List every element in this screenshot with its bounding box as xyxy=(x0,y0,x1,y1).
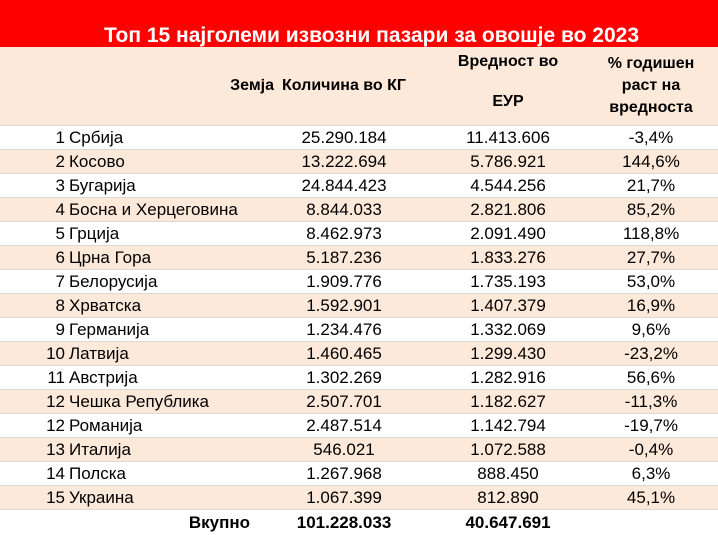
rank-cell: 11 xyxy=(0,366,69,390)
country-cell: Чешка Република xyxy=(69,390,256,414)
quantity-cell: 1.909.776 xyxy=(256,270,432,294)
growth-cell: 21,7% xyxy=(584,174,718,198)
rank-cell: 4 xyxy=(0,198,69,222)
quantity-cell: 2.487.514 xyxy=(256,414,432,438)
rank-cell: 15 xyxy=(0,486,69,510)
quantity-cell: 24.844.423 xyxy=(256,174,432,198)
quantity-cell: 1.067.399 xyxy=(256,486,432,510)
table-row xyxy=(0,222,718,246)
value-cell: 4.544.256 xyxy=(432,174,584,198)
quantity-cell: 1.460.465 xyxy=(256,342,432,366)
table-row xyxy=(0,318,718,342)
country-cell: Полска xyxy=(69,462,256,486)
total-row xyxy=(0,510,718,535)
header-growth-line1: % годишен xyxy=(608,55,695,72)
growth-cell: 9,6% xyxy=(584,318,718,342)
growth-cell: 144,6% xyxy=(584,150,718,174)
table-row xyxy=(0,462,718,486)
value-cell: 1.735.193 xyxy=(432,270,584,294)
total-growth-empty xyxy=(584,510,718,535)
rank-cell: 3 xyxy=(0,174,69,198)
total-value: 40.647.691 xyxy=(432,510,584,535)
rank-cell: 14 xyxy=(0,462,69,486)
quantity-cell: 5.187.236 xyxy=(256,246,432,270)
value-cell: 2.821.806 xyxy=(432,198,584,222)
growth-cell: 16,9% xyxy=(584,294,718,318)
country-cell: Косово xyxy=(69,150,256,174)
table-row xyxy=(0,198,718,222)
rank-cell: 2 xyxy=(0,150,69,174)
country-cell: Србија xyxy=(69,126,256,150)
country-cell: Австрија xyxy=(69,366,256,390)
table-row xyxy=(0,270,718,294)
table-row xyxy=(0,150,718,174)
growth-cell: 53,0% xyxy=(584,270,718,294)
value-cell: 888.450 xyxy=(432,462,584,486)
rank-cell: 12 xyxy=(0,390,69,414)
quantity-cell: 546.021 xyxy=(256,438,432,462)
growth-cell: -3,4% xyxy=(584,126,718,150)
table-row xyxy=(0,486,718,510)
value-cell: 1.142.794 xyxy=(432,414,584,438)
growth-cell: -0,4% xyxy=(584,438,718,462)
value-cell: 11.413.606 xyxy=(432,126,584,150)
table-row xyxy=(0,246,718,270)
quantity-cell: 1.302.269 xyxy=(256,366,432,390)
growth-cell: 27,7% xyxy=(584,246,718,270)
growth-cell: 85,2% xyxy=(584,198,718,222)
header-country: Земја xyxy=(0,47,256,126)
country-cell: Германија xyxy=(69,318,256,342)
rank-cell: 10 xyxy=(0,342,69,366)
total-quantity: 101.228.033 xyxy=(256,510,432,535)
header-growth-line2: раст на xyxy=(622,77,680,94)
header-growth-line3: вредноста xyxy=(609,99,693,116)
header-value-line1: Вредност во xyxy=(432,53,584,71)
quantity-cell: 25.290.184 xyxy=(256,126,432,150)
value-cell: 1.407.379 xyxy=(432,294,584,318)
country-cell: Хрватска xyxy=(69,294,256,318)
rank-cell: 1 xyxy=(0,126,69,150)
value-cell: 812.890 xyxy=(432,486,584,510)
quantity-cell: 8.844.033 xyxy=(256,198,432,222)
table-footer xyxy=(0,510,718,535)
export-markets-table xyxy=(0,47,718,535)
rank-cell: 9 xyxy=(0,318,69,342)
country-cell: Белорусија xyxy=(69,270,256,294)
rank-cell: 12 xyxy=(0,414,69,438)
quantity-cell: 1.267.968 xyxy=(256,462,432,486)
table-header xyxy=(0,47,718,126)
header-growth xyxy=(584,47,718,126)
quantity-cell: 1.592.901 xyxy=(256,294,432,318)
country-cell: Грција xyxy=(69,222,256,246)
table-row xyxy=(0,294,718,318)
table-row xyxy=(0,414,718,438)
value-cell: 1.182.627 xyxy=(432,390,584,414)
country-cell: Црна Гора xyxy=(69,246,256,270)
growth-cell: -19,7% xyxy=(584,414,718,438)
growth-cell: 6,3% xyxy=(584,462,718,486)
value-cell: 1.833.276 xyxy=(432,246,584,270)
rank-cell: 8 xyxy=(0,294,69,318)
value-cell: 5.786.921 xyxy=(432,150,584,174)
header-quantity: Количина во КГ xyxy=(256,47,432,126)
value-cell: 2.091.490 xyxy=(432,222,584,246)
table-row xyxy=(0,126,718,150)
growth-cell: -11,3% xyxy=(584,390,718,414)
quantity-cell: 2.507.701 xyxy=(256,390,432,414)
table-row xyxy=(0,390,718,414)
country-cell: Бугарија xyxy=(69,174,256,198)
quantity-cell: 8.462.973 xyxy=(256,222,432,246)
table-row xyxy=(0,366,718,390)
rank-cell: 13 xyxy=(0,438,69,462)
rank-cell: 5 xyxy=(0,222,69,246)
value-cell: 1.072.588 xyxy=(432,438,584,462)
rank-cell: 7 xyxy=(0,270,69,294)
country-cell: Италија xyxy=(69,438,256,462)
header-value xyxy=(432,47,584,126)
country-cell: Латвија xyxy=(69,342,256,366)
table-body xyxy=(0,126,718,510)
country-cell: Босна и Херцеговина xyxy=(69,198,256,222)
rank-cell: 6 xyxy=(0,246,69,270)
value-cell: 1.282.916 xyxy=(432,366,584,390)
table-row xyxy=(0,174,718,198)
growth-cell: -23,2% xyxy=(584,342,718,366)
growth-cell: 118,8% xyxy=(584,222,718,246)
table-row xyxy=(0,438,718,462)
total-label: Вкупно xyxy=(0,510,256,535)
growth-cell: 56,6% xyxy=(584,366,718,390)
quantity-cell: 1.234.476 xyxy=(256,318,432,342)
table-row xyxy=(0,342,718,366)
header-value-line2: ЕУР xyxy=(432,93,584,111)
quantity-cell: 13.222.694 xyxy=(256,150,432,174)
table-title: Топ 15 најголеми извозни пазари за овошје во 2023 xyxy=(0,0,718,47)
country-cell: Романија xyxy=(69,414,256,438)
value-cell: 1.332.069 xyxy=(432,318,584,342)
value-cell: 1.299.430 xyxy=(432,342,584,366)
growth-cell: 45,1% xyxy=(584,486,718,510)
country-cell: Украина xyxy=(69,486,256,510)
